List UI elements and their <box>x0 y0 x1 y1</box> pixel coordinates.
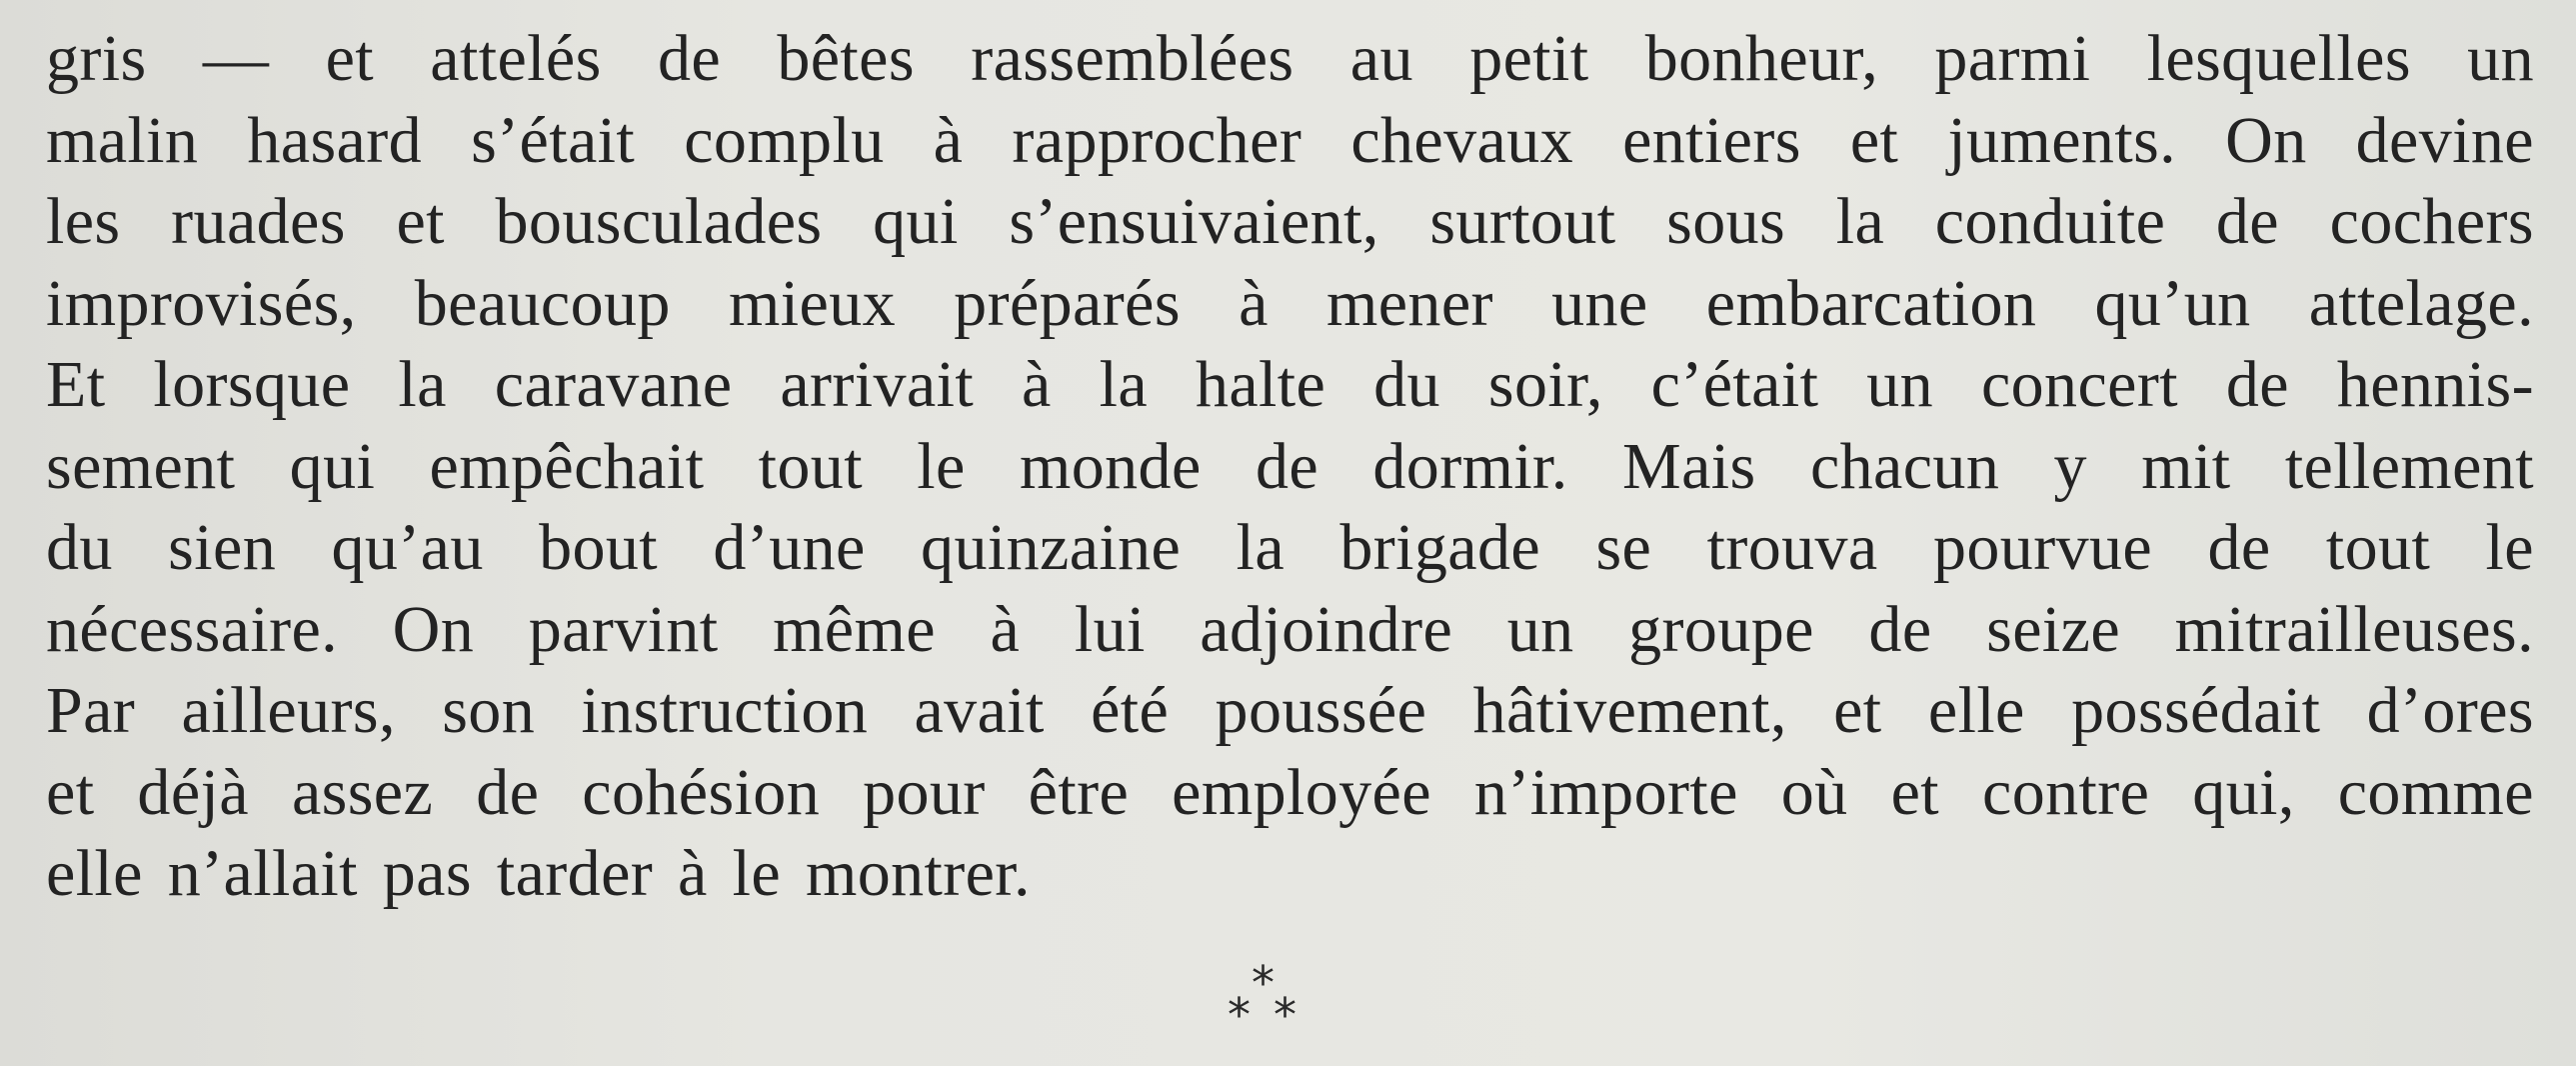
text-line-9: Par ailleurs, son instruction avait été poussée hâtivement, et elle possédait d’ores <box>46 674 2534 747</box>
asterisk-icon: * <box>1274 988 1296 1042</box>
asterisk-icon: * <box>1228 988 1251 1042</box>
asterism-separator <box>1222 956 1311 1060</box>
text-line-2: malin hasard s’était complu à rapprocher chevaux entiers et juments. On devine <box>46 103 2534 177</box>
text-line-3: les ruades et bousculades qui s’ensuivaient, surtout sous la conduite de cochers <box>46 185 2534 258</box>
text-line-8: nécessaire. On parvint même à lui adjoindre un groupe de seize mitrailleuses. <box>46 592 2534 666</box>
text-line-10: et déjà assez de cohésion pour être employée n’importe où et contre qui, comme <box>46 755 2534 829</box>
asterisk-icon: * <box>1252 956 1275 1010</box>
text-line-6: sement qui empêchait tout le monde de dormir. Mais chacun y mit tellement <box>46 429 2534 503</box>
text-line-7: du sien qu’au bout d’une quinzaine la brigade se trouva pourvue de tout le <box>46 511 2534 584</box>
text-line-4: improvisés, beaucoup mieux préparés à mener une embarcation qu’un attelage. <box>46 266 2534 340</box>
text-line-1: gris — et attelés de bêtes rassemblées au petit bonheur, parmi lesquelles un <box>46 22 2534 95</box>
paragraph <box>46 18 2534 915</box>
text-line-11: elle n’allait pas tarder à le montrer. <box>46 837 1031 910</box>
text-line-5: Et lorsque la caravane arrivait à la halte du soir, c’était un concert de hennis- <box>46 348 2534 421</box>
